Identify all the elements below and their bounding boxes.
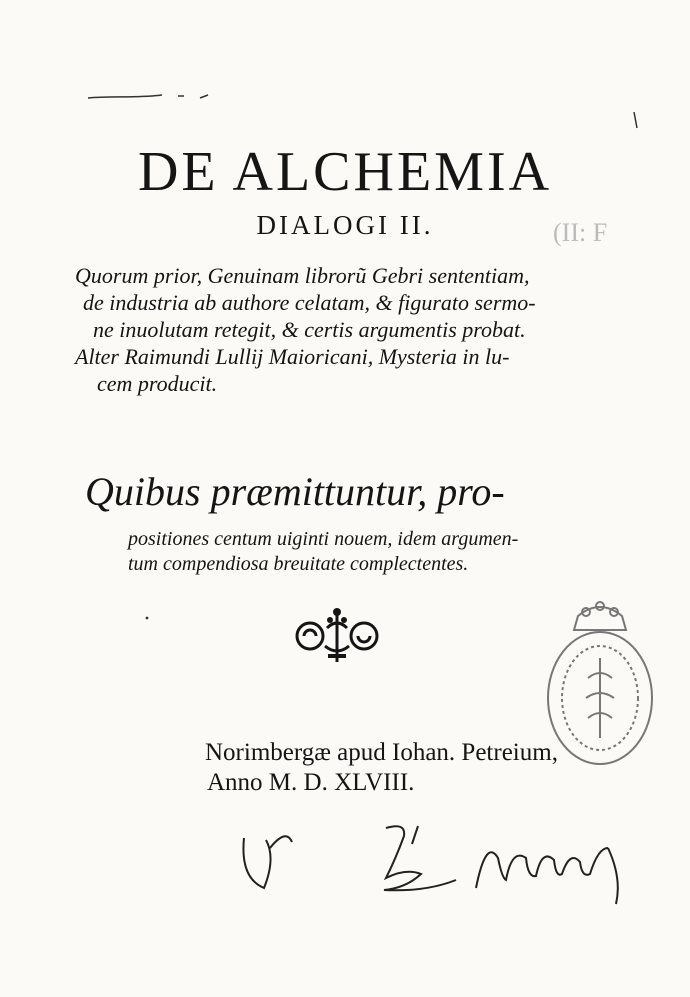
imprint-year: Anno M. D. XLVIII. [207, 769, 415, 796]
subheading-paragraph [128, 527, 628, 577]
subheading-line: tum compendiosa breuitate complectentes. [128, 553, 469, 575]
description-line: de industria ab authore celatam, & figurato sermo- [83, 290, 536, 315]
subheading-line: positiones centum uiginti nouem, idem argumen- [128, 528, 519, 550]
description-line: Alter Raimundi Lullij Maioricani, Mysteria in lu- [75, 344, 510, 369]
svg-text:(II: F: (II: F [553, 218, 608, 247]
description-line: cem producit. [97, 371, 218, 396]
book-subtitle: DIALOGI II. [256, 210, 434, 240]
description-line: ne inuolutam retegit, & certis argumentis probat. [93, 317, 526, 342]
printer-fleuron-icon [292, 606, 382, 666]
handwritten-signature [236, 818, 636, 908]
description-paragraph [75, 262, 630, 397]
description-line: Quorum prior, Genuinam librorũ Gebri sententiam, [75, 263, 530, 288]
imprint-place: Norimbergæ apud Iohan. Petreium, [205, 739, 558, 766]
imprint [205, 738, 625, 798]
subheading: Quibus præmittuntur, pro- [85, 469, 505, 514]
book-title: DE ALCHEMIA [137, 141, 553, 203]
